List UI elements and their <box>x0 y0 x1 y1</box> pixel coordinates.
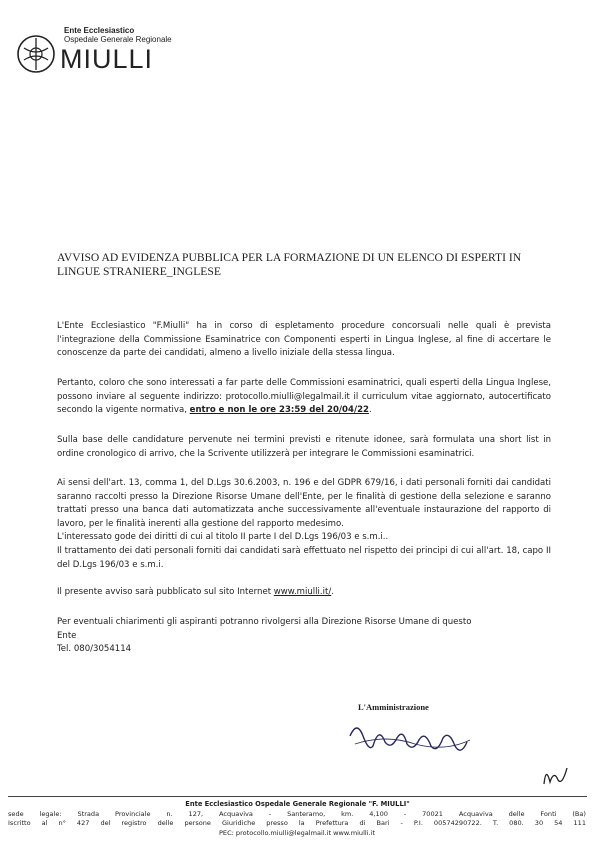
signature-label: L'Amministrazione <box>358 702 429 712</box>
footer-address: sede legale: Strada Provinciale n. 127, Acquaviva - Santeramo, km. 4,100 - 70021 Acquaviva delle Fonti (Ba) <box>8 810 586 818</box>
paragraph-privacy <box>57 477 551 572</box>
website-link[interactable]: www.miulli.it/ <box>273 587 332 597</box>
paragraph-intro: L'Ente Ecclesiastico "F.Miulli" ha in corso di espletamento procedure concorsuali nelle quali è prevista l'integrazione della Commissione Esaminatrice con Componenti esperti in Lingua Inglese, al fine di accertare le conoscenze da parte dei candidati, almeno a livello iniziale della stessa lingua. <box>57 321 551 359</box>
contacts-line1: Per eventuali chiarimenti gli aspiranti potranno rivolgersi alla Direzione Risorse Umane di questo <box>57 617 472 627</box>
handwritten-signature <box>345 716 475 764</box>
contacts-line2: Ente <box>57 630 77 641</box>
paragraph-shortlist: Sulla base delle candidature pervenute nei termini previsti e ritenute idonee, sarà formulata una short list in ordine cronologico di arrivo, che la Scrivente utilizzerà per integrare le Commissioni esaminatrici. <box>57 435 551 459</box>
contacts-phone: Tel. 080/3054114 <box>57 644 132 655</box>
application-text: Pertanto, coloro che sono interessati a far parte delle Commissioni esaminatrici, quali esperti della Lingua Inglese, possono inviare al seguente indirizzo: protocollo.miulli@legalmail.it il curriculum vitae aggiornato, autocertificato secondo la vigente normativa, <box>57 378 551 416</box>
publication-text-end: . <box>331 587 334 597</box>
footer-registry: Iscritto al n° 427 del registro delle persone Giuridiche presso la Prefettura di Bari - P.I. 00574290722. T. 080. 30 54 111 <box>8 819 586 827</box>
logo-wordmark: MIULLI <box>60 44 154 74</box>
privacy-text-b: L'interessato gode dei diritti di cui al titolo II parte I del D.Lgs 196/03 e s.m.i.. <box>57 532 389 543</box>
org-name-line1: Ente Ecclesiastico <box>64 26 135 35</box>
privacy-text-c: Il trattamento dei dati personali forniti dai candidati sarà effettuato nel rispetto dei principi di cui all'art. 18, capo II del D.Lgs 196/03 e s.m.i. <box>57 545 551 570</box>
paragraph-publication <box>57 586 551 600</box>
document-title: AVVISO AD EVIDENZA PUBBLICA PER LA FORMAZIONE DI UN ELENCO DI ESPERTI IN LINGUE STRANIERE_INGLESE <box>57 251 522 278</box>
paragraph-application <box>57 377 551 418</box>
footer-contacts: PEC: protocollo.miulli@legalmail.it www.miulli.it <box>218 829 375 837</box>
footer-divider <box>8 796 587 797</box>
publication-text: Il presente avviso sarà pubblicato sul sito Internet <box>57 587 274 597</box>
application-text-end: . <box>368 405 372 416</box>
footer-title: Ente Ecclesiastico Ospedale Generale Regionale "F. MIULLI" <box>185 800 410 808</box>
deadline-text: entro e non le ore 23:59 del 20/04/22 <box>189 405 369 416</box>
paragraph-contacts <box>57 616 551 657</box>
initials-mark <box>540 762 570 788</box>
miulli-logo-icon <box>16 34 56 74</box>
org-name-line2: Ospedale Generale Regionale <box>64 35 172 44</box>
privacy-text-a: Ai sensi dell'art. 13, comma 1, del D.Lgs 30.6.2003, n. 196 e del GDPR 679/16, i dati personali forniti dai candidati saranno raccolti presso la Direzione Risorse Umane dell'Ente, per le finalità di gestione della selezione e saranno trattati presso una banca dati automatizzata anche successivamente all'eventuale instaurazione del rapporto di lavoro, per le finalità inerenti alla gestione del rapporto medesimo. <box>57 478 551 529</box>
